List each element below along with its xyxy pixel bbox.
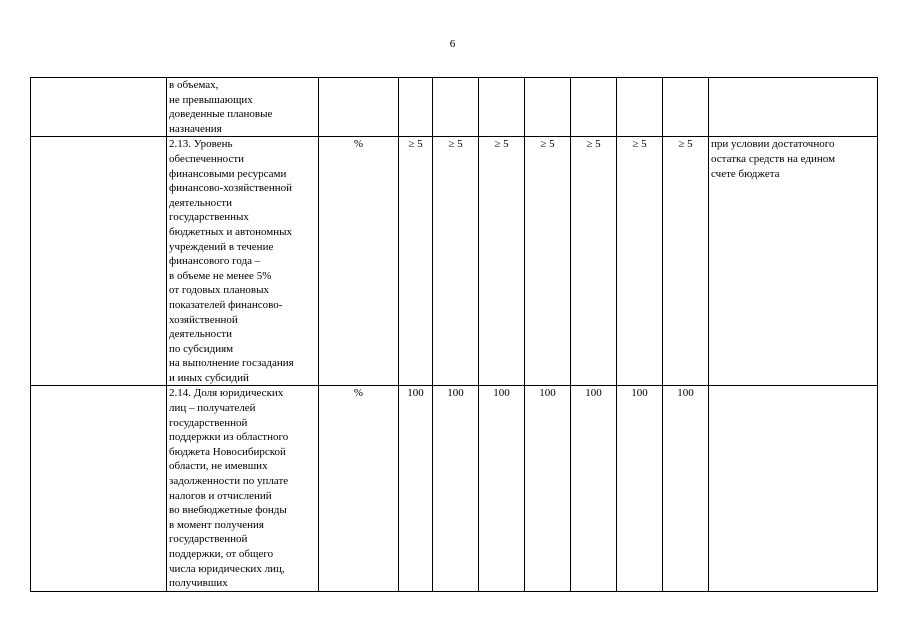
value-cell	[525, 78, 571, 137]
value-cell: ≥ 5	[433, 137, 479, 386]
value-cell	[617, 78, 663, 137]
value-cell	[571, 78, 617, 137]
value-cell	[433, 78, 479, 137]
note-cell	[709, 386, 878, 592]
note-cell: при условии достаточного остатка средств на едином счете бюджета	[709, 137, 878, 386]
value-cell: 100	[663, 386, 709, 592]
value-cell	[399, 78, 433, 137]
value-cell: 100	[525, 386, 571, 592]
value-cell: 100	[617, 386, 663, 592]
value-cell: ≥ 5	[617, 137, 663, 386]
table-row	[31, 386, 878, 592]
indicator-cell: 2.13. Уровень обеспеченности финансовыми ресурсами финансово-хозяйственной деятельности государственных бюджетных и автономных учреждений в течение финансового года – в объеме не менее 5% от годовых плановых показателей финансово- хозяйственной деятельности по субсидиям на выполнение госзадания и иных субсидий	[167, 137, 319, 386]
value-cell: ≥ 5	[663, 137, 709, 386]
empty-cell	[31, 137, 167, 386]
empty-cell	[31, 386, 167, 592]
table-row	[31, 137, 878, 386]
value-cell: ≥ 5	[479, 137, 525, 386]
indicators-table	[30, 77, 878, 592]
value-cell	[663, 78, 709, 137]
value-cell: 100	[571, 386, 617, 592]
indicator-cell: 2.14. Доля юридических лиц – получателей государственной поддержки из областного бюджета Новосибирской области, не имевших задолженности по уплате налогов и отчислений во внебюджетные фонды в момент получения государственной поддержки, от общего числа юридических лиц, получивших	[167, 386, 319, 592]
unit-cell: %	[319, 386, 399, 592]
value-cell	[479, 78, 525, 137]
indicator-cell: в объемах, не превышающих доведенные плановые назначения	[167, 78, 319, 137]
table-row	[31, 78, 878, 137]
value-cell: ≥ 5	[525, 137, 571, 386]
unit-cell: %	[319, 137, 399, 386]
value-cell: ≥ 5	[399, 137, 433, 386]
note-cell	[709, 78, 878, 137]
value-cell: ≥ 5	[571, 137, 617, 386]
value-cell: 100	[399, 386, 433, 592]
empty-cell	[31, 78, 167, 137]
unit-cell	[319, 78, 399, 137]
value-cell: 100	[479, 386, 525, 592]
value-cell: 100	[433, 386, 479, 592]
page-number: 6	[449, 38, 456, 50]
